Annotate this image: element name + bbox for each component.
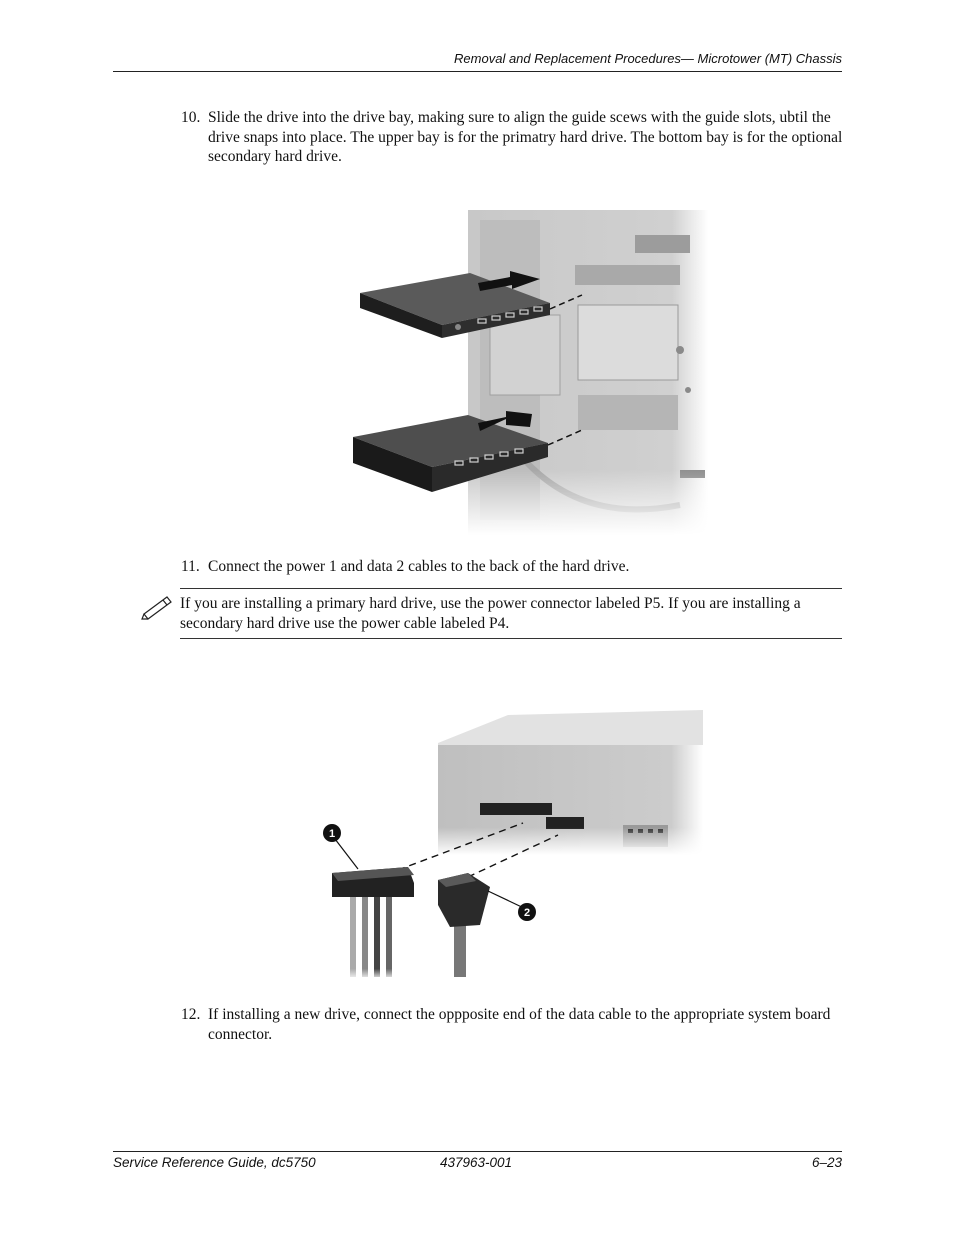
footer-part-number: 437963-001 xyxy=(440,1155,513,1170)
pencil-note-icon xyxy=(141,594,175,620)
note-top-rule xyxy=(180,588,842,589)
callout-2 xyxy=(518,903,536,921)
step-10 xyxy=(181,108,846,167)
footer-page-number: 6–23 xyxy=(811,1155,842,1170)
footer-rule xyxy=(113,1151,842,1152)
footer-guide-title: Service Reference Guide, dc5750 xyxy=(113,1155,316,1170)
power-cable xyxy=(318,867,708,980)
hard-drive-back xyxy=(438,710,703,855)
note-text: If you are installing a primary hard drive, use the power connector labeled P5. If you are installing a secondary hard drive use the power cable labeled P4. xyxy=(180,595,801,632)
step-text: Connect the power 1 and data 2 cables to the back of the hard drive. xyxy=(208,558,630,575)
step-12 xyxy=(181,1005,846,1044)
step-number: 11. xyxy=(181,558,200,575)
figure-cable-connection xyxy=(318,705,708,980)
step-11 xyxy=(181,557,846,577)
step-text: Slide the drive into the drive bay, making sure to align the guide scews with the guide slots, ubtil the drive snaps into place. The upper bay is for the primatry hard drive. The bottom bay is for the optional secondary hard drive. xyxy=(208,109,843,165)
step-number: 12. xyxy=(181,1006,201,1023)
callout-1 xyxy=(323,824,341,842)
callout-1-label: 1 xyxy=(328,828,336,840)
callout-2-label: 2 xyxy=(523,907,531,919)
header-rule xyxy=(113,71,842,72)
figure-drive-bay-installation xyxy=(350,205,712,537)
step-text: If installing a new drive, connect the oppposite end of the data cable to the appropriate system board connector. xyxy=(208,1006,831,1043)
note-bottom-rule xyxy=(180,638,842,639)
running-header: Removal and Replacement Procedures— Microtower (MT) Chassis xyxy=(454,51,842,66)
chassis-illustration xyxy=(468,210,708,535)
step-number: 10. xyxy=(181,109,201,126)
